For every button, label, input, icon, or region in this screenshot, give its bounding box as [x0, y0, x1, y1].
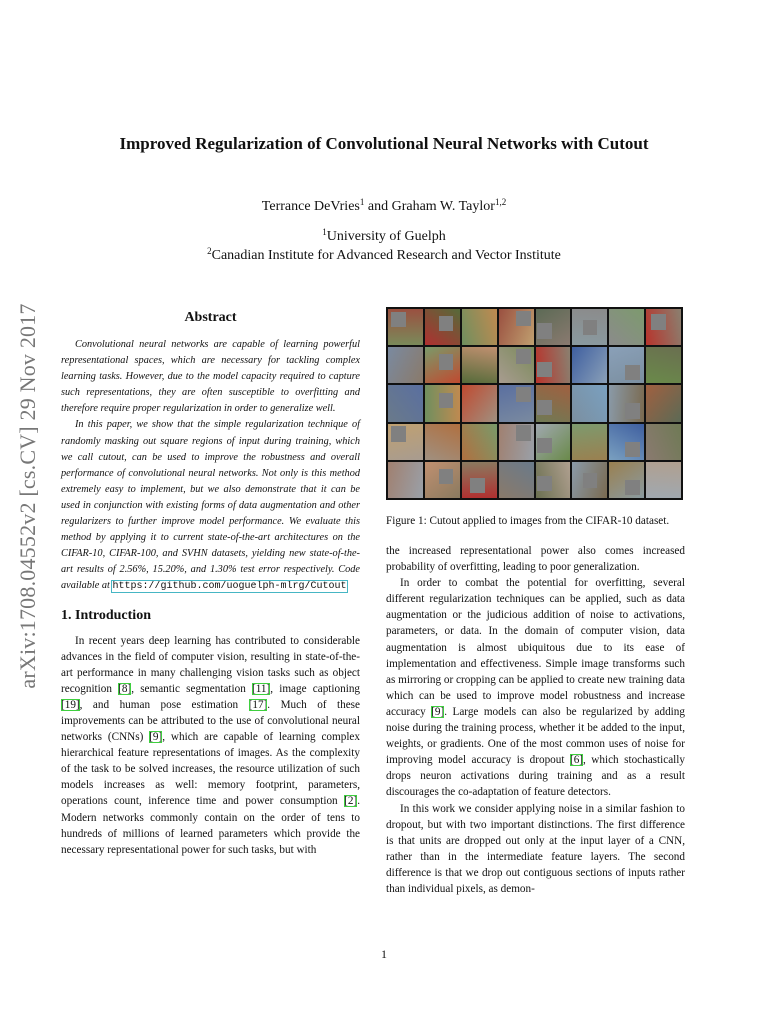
cifar-thumbnail: [499, 385, 534, 421]
cifar-thumbnail: [609, 347, 644, 383]
cutout-patch: [583, 320, 598, 335]
cifar-thumbnail: [646, 424, 681, 460]
right-p1-text-a: In order to combat the potential for overfitting, several different regularization techniques can be applied, such as data augmentation or the judicious addition of noise to activations, parameters, or data. In the domain of computer vision, data augmentation is almost ubiquitous due to its ease of implementation and effectiveness. Simple image transforms such as mirroring or cropping can be applied to create new training data which can be used to improve model robustness and increase accuracy: [386, 577, 685, 718]
cifar-thumbnail: [499, 462, 534, 498]
cutout-patch: [516, 349, 531, 364]
cutout-patch: [537, 438, 552, 453]
abstract-paragraph-2: [61, 417, 360, 595]
cutout-patch: [470, 478, 485, 493]
citation-19[interactable]: [19]: [61, 698, 80, 711]
cifar-thumbnail: [425, 347, 460, 383]
cifar-thumbnail: [646, 347, 681, 383]
cifar-thumbnail: [572, 424, 607, 460]
cifar-thumbnail: [388, 462, 423, 498]
abstract-paragraph-1: Convolutional neural networks are capable of learning powerful representational spaces, which are necessary for tackling complex learning tasks. However, due to the model capacity required to capture such representations, they are often susceptible to overfitting and therefore require proper regularization in order to generalize well.: [61, 339, 360, 415]
cutout-figure-grid: [386, 307, 683, 500]
paper-title: Improved Regularization of Convolutional Neural Networks with Cutout: [119, 134, 649, 153]
cifar-thumbnail: [388, 347, 423, 383]
cutout-patch: [537, 400, 552, 415]
cutout-patch: [516, 425, 531, 440]
authors: [60, 199, 708, 215]
cutout-patch: [625, 365, 640, 380]
abstract-paragraph-2-text: In this paper, we show that the simple regularization technique of randomly masking out square regions of input during training, which we call cutout, can be used to improve the robustness and overall performance of convolutional neural networks. Not only is this method extremely easy to implement, but we also demonstrate that it can be used in conjunction with existing forms of data augmentation and other regularizers to further improve model performance. We evaluate this method by applying it to current state-of-the-art architectures on the CIFAR-10, CIFAR-100, and SVHN datasets, yielding new state-of-the-art results of 2.56%, 15.20%, and 1.30% test error respectively. Code available at: [61, 419, 360, 592]
affiliation-1: [60, 229, 708, 245]
right-p1-text-b: . Large models can also be regularized by adding noise during the training process, whether it be added to the input, weights, or gradients. One of the most common uses of noise for improving model accuracy is dropout: [386, 705, 685, 767]
author-1: Terrance DeVries: [261, 199, 360, 214]
cifar-thumbnail: [425, 385, 460, 421]
arxiv-stamp-text: arXiv:1708.04552v2 [cs.CV] 29 Nov 2017: [15, 303, 40, 689]
cutout-patch: [439, 393, 454, 408]
cifar-thumbnail: [425, 424, 460, 460]
author-2: Graham W. Taylor: [391, 199, 495, 214]
arxiv-stamp: [6, 266, 50, 726]
right-column-body: [386, 543, 685, 897]
authors-and: and: [364, 199, 392, 214]
cutout-patch: [516, 311, 531, 326]
citation-9-right[interactable]: [9]: [431, 705, 445, 718]
cifar-thumbnail: [388, 385, 423, 421]
cifar-thumbnail: [462, 462, 497, 498]
cifar-thumbnail: [462, 424, 497, 460]
cutout-patch: [625, 442, 640, 457]
author-1-sup: 1: [359, 197, 365, 207]
cifar-thumbnail: [536, 462, 571, 498]
citation-17[interactable]: [17]: [248, 698, 268, 711]
affiliation-1-text: University of Guelph: [326, 229, 446, 244]
cifar-thumbnail: [425, 462, 460, 498]
citation-11[interactable]: [11]: [252, 682, 271, 695]
cifar-thumbnail: [536, 347, 571, 383]
intro-text-6: , which are capable of learning complex hierarchical feature representations of images. As the complexity of the task to be solved increases, the resource utilization of such models increases as well: memory footprint, parameters, operations count, inference time and power consumption: [61, 731, 360, 808]
cutout-patch: [625, 403, 640, 418]
affiliation-2-sup: 2: [207, 246, 212, 256]
abstract-heading: Abstract: [184, 310, 237, 325]
citation-6[interactable]: [6]: [569, 754, 584, 767]
citation-8[interactable]: [8]: [118, 682, 132, 695]
affiliation-2-text: Canadian Institute for Advanced Research and Vector Institute: [211, 248, 561, 263]
introduction-body: [61, 633, 360, 858]
cutout-patch: [537, 362, 552, 377]
cifar-thumbnail: [572, 462, 607, 498]
right-paragraph-0: the increased representational power also comes increased probability of overfitting, leading to poor generalization.: [386, 545, 685, 574]
cutout-patch: [439, 316, 454, 331]
cifar-thumbnail: [609, 385, 644, 421]
cifar-thumbnail: [536, 385, 571, 421]
cifar-thumbnail: [572, 385, 607, 421]
right-p1-text-c: , which stochastically drops neuron activations during training and as a result discourages the co-adaptation of feature detectors.: [386, 754, 685, 799]
right-paragraph-2: In this work we consider applying noise in a similar fashion to dropout, but with two important distinctions. The first difference is that units are dropped out only at the input layer of a CNN, rather than in the intermediate feature layers. The second difference is that we drop out contiguous sections of inputs rather than individual pixels, as demon-: [386, 802, 685, 895]
cifar-thumbnail: [646, 385, 681, 421]
left-column: [61, 310, 360, 858]
cifar-thumbnail: [388, 424, 423, 460]
cifar-thumbnail: [572, 309, 607, 345]
cifar-thumbnail: [462, 385, 497, 421]
cifar-thumbnail: [609, 462, 644, 498]
intro-text-4: , and human pose estimation: [79, 698, 249, 711]
intro-text-5: . Much of these improvements can be attributed to the use of convolutional neural networks (CNNs): [61, 698, 360, 744]
intro-text-7: . Modern networks commonly contain on the order of tens to hundreds of millions of learned parameters which provide the necessary representational power for such tasks, but with: [61, 795, 360, 856]
cutout-patch: [625, 480, 640, 495]
cifar-thumbnail: [462, 347, 497, 383]
cifar-thumbnail: [462, 309, 497, 345]
citation-2[interactable]: [2]: [344, 795, 358, 808]
cutout-patch: [439, 354, 454, 369]
affiliation-2: [60, 248, 708, 264]
citation-9[interactable]: [9]: [149, 731, 163, 744]
cifar-thumbnail: [388, 309, 423, 345]
cutout-patch: [439, 469, 454, 484]
page-number: 1: [381, 947, 387, 961]
cutout-patch: [516, 387, 531, 402]
abstract-section: [61, 310, 360, 596]
cifar-thumbnail: [572, 347, 607, 383]
intro-text-1: In recent years deep learning has contributed to considerable advances in the field of computer vision, resulting in state-of-the-art performance in many challenging vision tasks such as object recognition: [61, 634, 360, 695]
cifar-thumbnail: [609, 424, 644, 460]
cifar-thumbnail: [425, 309, 460, 345]
intro-text-3: , image captioning: [270, 682, 361, 695]
cifar-thumbnail: [646, 462, 681, 498]
cutout-patch: [651, 314, 666, 329]
code-link[interactable]: https://github.com/uoguelph-mlrg/Cutout: [112, 581, 347, 593]
cifar-thumbnail: [499, 347, 534, 383]
cifar-thumbnail: [499, 309, 534, 345]
cifar-thumbnail: [609, 309, 644, 345]
introduction-paragraph: [61, 633, 360, 858]
cutout-patch: [537, 323, 552, 338]
cifar-thumbnail: [536, 309, 571, 345]
cutout-patch: [583, 473, 598, 488]
figure-caption: Figure 1: Cutout applied to images from the CIFAR-10 dataset.: [386, 515, 670, 527]
right-column: [386, 307, 685, 897]
intro-text-2: , semantic segmentation: [131, 682, 253, 695]
cutout-patch: [391, 426, 406, 441]
affiliation-1-sup: 1: [322, 227, 327, 237]
introduction-heading: 1. Introduction: [61, 607, 151, 623]
cifar-thumbnail: [646, 309, 681, 345]
right-paragraph-1: [386, 575, 685, 800]
cutout-patch: [537, 476, 552, 491]
author-2-sup: 1,2: [494, 197, 507, 207]
cifar-thumbnail: [499, 424, 534, 460]
cifar-thumbnail: [536, 424, 571, 460]
cutout-patch: [391, 312, 406, 327]
